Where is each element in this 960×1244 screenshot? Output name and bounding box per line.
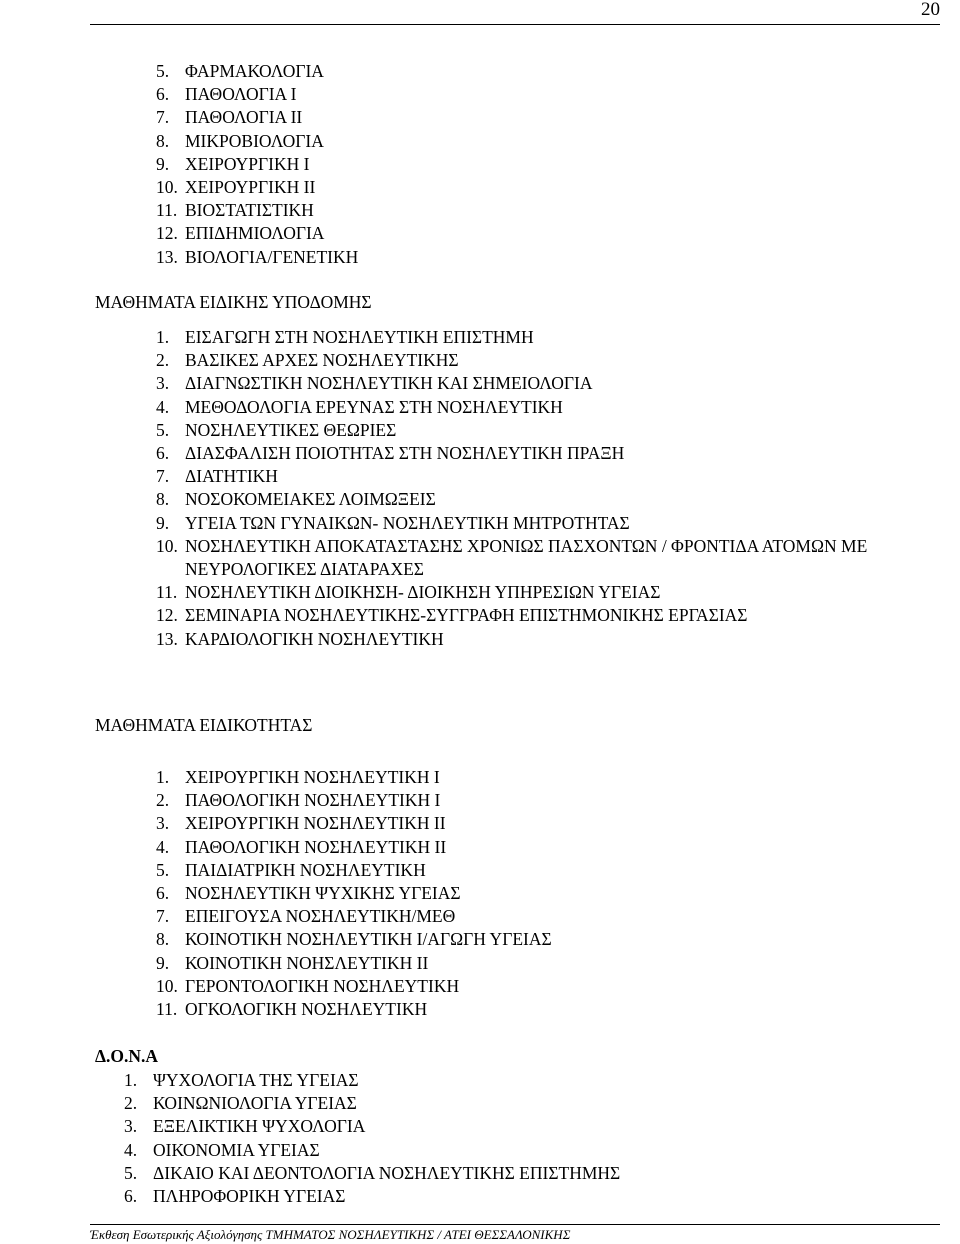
list-item-number: 5. (156, 61, 170, 81)
list-item-number: 6. (156, 883, 170, 904)
list-item-number: 6. (156, 84, 170, 105)
list-item-number: 2. (156, 350, 170, 371)
list-item-text: ΟΓΚΟΛΟΓΙΚΗ ΝΟΣΗΛΕΥΤΙΚΗ (185, 999, 428, 1020)
list-item-number: 9. (156, 153, 170, 174)
list-item-text: ΜΙΚΡΟΒΙΟΛΟΓΙΑ (185, 130, 324, 151)
section-heading-dona: Δ.Ο.Ν.Α (95, 1046, 158, 1066)
list-item-number: 5. (156, 419, 170, 440)
list-item-text: ΔΙΚΑΙΟ ΚΑΙ ΔΕΟΝΤΟΛΟΓΙΑ ΝΟΣΗΛΕΥΤΙΚΗΣ ΕΠΙΣΤΗΜΗΣ (153, 1162, 621, 1183)
list-item-number: 4. (156, 836, 170, 857)
list-item (156, 246, 358, 269)
list-item-text: ΝΟΣΗΛΕΥΤΙΚΕΣ ΘΕΩΡΙΕΣ (185, 419, 397, 440)
course-list-dona (124, 1069, 620, 1208)
list-item-number: 13. (156, 628, 178, 649)
list-item (156, 372, 916, 395)
list-item-text: ΣΕΜΙΝΑΡΙΑ ΝΟΣΗΛΕΥΤΙΚΗΣ-ΣΥΓΓΡΑΦΗ ΕΠΙΣΤΗΜΟΝΙΚΗΣ ΕΡΓΑΣΙΑΣ (185, 605, 748, 626)
list-item (156, 882, 552, 905)
list-item-number: 1. (156, 327, 170, 347)
list-item-number: 6. (156, 443, 170, 464)
list-item-number: 8. (156, 929, 170, 950)
footer-text: Έκθεση Εσωτερικής Αξιολόγησης ΤΜΗΜΑΤΟΣ ΝΟΣΗΛΕΥΤΙΚΗΣ / ΑΤΕΙ ΘΕΣΣΑΛΟΝΙΚΗΣ (90, 1227, 571, 1242)
list-item (156, 535, 916, 581)
list-item-number: 10. (156, 975, 178, 996)
list-item-text: ΨΥΧΟΛΟΓΙΑ ΤΗΣ ΥΓΕΙΑΣ (153, 1070, 359, 1090)
list-item-text: ΠΑΙΔΙΑΤΡΙΚΗ ΝΟΣΗΛΕΥΤΙΚΗ (185, 859, 426, 880)
list-item (156, 465, 916, 488)
list-item (156, 512, 916, 535)
list-item (156, 581, 916, 604)
list-item-text: ΓΕΡΟΝΤΟΛΟΓΙΚΗ ΝΟΣΗΛΕΥΤΙΚΗ (185, 975, 460, 996)
list-item (156, 604, 916, 627)
list-item (156, 222, 358, 245)
list-item (156, 106, 358, 129)
list-item (156, 419, 916, 442)
list-item-number: 2. (156, 790, 170, 811)
list-item-text: ΕΙΣΑΓΩΓΗ ΣΤΗ ΝΟΣΗΛΕΥΤΙΚΗ ΕΠΙΣΤΗΜΗ (185, 327, 534, 347)
list-item (124, 1069, 620, 1092)
list-item-number: 4. (124, 1139, 138, 1160)
footer-rule (90, 1224, 940, 1225)
list-item-number: 12. (156, 605, 178, 626)
list-item-text: ΔΙΑΣΦΑΛΙΣΗ ΠΟΙΟΤΗΤΑΣ ΣΤΗ ΝΟΣΗΛΕΥΤΙΚΗ ΠΡΑΞΗ (185, 443, 625, 464)
list-item-text: ΕΠΙΔΗΜΙΟΛΟΓΙΑ (185, 223, 325, 244)
list-item-text: ΥΓΕΙΑ ΤΩΝ ΓΥΝΑΙΚΩΝ- ΝΟΣΗΛΕΥΤΙΚΗ ΜΗΤΡΟΤΗΤΑΣ (185, 512, 630, 533)
list-item-text: ΟΙΚΟΝΟΜΙΑ ΥΓΕΙΑΣ (153, 1139, 320, 1160)
list-item (156, 952, 552, 975)
list-item-text: ΠΑΘΟΛΟΓΙΑ Ι (185, 84, 297, 105)
list-item-text: ΠΛΗΡΟΦΟΡΙΚΗ ΥΓΕΙΑΣ (153, 1186, 346, 1207)
list-item (156, 199, 358, 222)
list-item (156, 488, 916, 511)
list-item (156, 928, 552, 951)
list-item (156, 442, 916, 465)
list-item-number: 2. (124, 1093, 138, 1114)
list-item-text: ΜΕΘΟΔΟΛΟΓΙΑ ΕΡΕΥΝΑΣ ΣΤΗ ΝΟΣΗΛΕΥΤΙΚΗ (185, 396, 563, 417)
list-item-text: ΠΑΘΟΛΟΓΙΚΗ ΝΟΣΗΛΕΥΤΙΚΗ ΙΙ (185, 836, 447, 857)
list-item (156, 628, 916, 651)
list-item (124, 1115, 620, 1138)
list-item (156, 859, 552, 882)
list-item-text: ΝΟΣΗΛΕΥΤΙΚΗ ΨΥΧΙΚΗΣ ΥΓΕΙΑΣ (185, 883, 461, 904)
list-item-number: 12. (156, 223, 178, 244)
list-item (124, 1185, 620, 1208)
list-item-number: 9. (156, 512, 170, 533)
list-item-number: 8. (156, 130, 170, 151)
section-heading-specialty: ΜΑΘΗΜΑΤΑ ΕΙΔΙΚΟΤΗΤΑΣ (95, 715, 313, 735)
list-item-text: ΝΟΣΗΛΕΥΤΙΚΗ ΔΙΟΙΚΗΣΗ- ΔΙΟΙΚΗΣΗ ΥΠΗΡΕΣΙΩΝ ΥΓΕΙΑΣ (185, 582, 661, 603)
page-number: 20 (921, 0, 940, 20)
list-item (156, 812, 552, 835)
list-item-number: 7. (156, 906, 170, 927)
list-item-text: ΦΑΡΜΑΚΟΛΟΓΙΑ (185, 61, 324, 81)
header-rule (90, 24, 940, 25)
list-item-text: ΝΟΣΗΛΕΥΤΙΚΗ ΑΠΟΚΑΤΑΣΤΑΣΗΣ ΧΡΟΝΙΩΣ ΠΑΣΧΟΝΤΩΝ / ΦΡΟΝΤΙΔΑ ΑΤΟΜΩΝ ΜΕ ΝΕΥΡΟΛΟΓΙΚΕΣ ΔΙΑΤΑΡΑΧΕΣ (185, 535, 868, 580)
list-item (156, 396, 916, 419)
list-item-number: 3. (124, 1116, 138, 1137)
list-item (156, 905, 552, 928)
list-item-text: ΚΑΡΔΙΟΛΟΓΙΚΗ ΝΟΣΗΛΕΥΤΙΚΗ (185, 628, 444, 649)
list-item (156, 326, 916, 349)
list-item-number: 3. (156, 813, 170, 834)
list-item (124, 1162, 620, 1185)
list-item-number: 10. (156, 177, 178, 198)
list-item-number: 10. (156, 535, 178, 556)
list-item-number: 1. (156, 767, 170, 787)
course-list-general (156, 60, 358, 269)
list-item (124, 1092, 620, 1115)
list-item (156, 766, 552, 789)
list-item-text: ΚΟΙΝΩΝΙΟΛΟΓΙΑ ΥΓΕΙΑΣ (153, 1093, 357, 1114)
list-item-number: 3. (156, 373, 170, 394)
list-item (156, 130, 358, 153)
list-item-text: ΚΟΙΝΟΤΙΚΗ ΝΟΗΣΛΕΥΤΙΚΗ ΙΙ (185, 952, 429, 973)
list-item (156, 153, 358, 176)
list-item-number: 9. (156, 952, 170, 973)
list-item (156, 349, 916, 372)
list-item-text: ΚΟΙΝΟΤΙΚΗ ΝΟΣΗΛΕΥΤΙΚΗ Ι/ΑΓΩΓΗ ΥΓΕΙΑΣ (185, 929, 552, 950)
course-list-specialty (156, 766, 552, 1021)
list-item-text: ΝΟΣΟΚΟΜΕΙΑΚΕΣ ΛΟΙΜΩΞΕΙΣ (185, 489, 436, 510)
list-item-text: ΔΙΑΓΝΩΣΤΙΚΗ ΝΟΣΗΛΕΥΤΙΚΗ ΚΑΙ ΣΗΜΕΙΟΛΟΓΙΑ (185, 373, 593, 394)
list-item (124, 1139, 620, 1162)
list-item-text: ΒΙΟΛΟΓΙΑ/ΓΕΝΕΤΙΚΗ (185, 246, 359, 267)
list-item-number: 11. (156, 582, 178, 603)
list-item-text: ΔΙΑΤΗΤΙΚΗ (185, 466, 278, 487)
list-item-text: ΧΕΙΡΟΥΡΓΙΚΗ ΙΙ (185, 177, 316, 198)
list-item-text: ΧΕΙΡΟΥΡΓΙΚΗ ΝΟΣΗΛΕΥΤΙΚΗ ΙΙ (185, 813, 446, 834)
list-item (156, 176, 358, 199)
list-item-text: ΕΞΕΛΙΚΤΙΚΗ ΨΥΧΟΛΟΓΙΑ (153, 1116, 366, 1137)
list-item (156, 789, 552, 812)
section-heading-special-infrastructure: ΜΑΘΗΜΑΤΑ ΕΙΔΙΚΗΣ ΥΠΟΔΟΜΗΣ (95, 292, 372, 312)
list-item-number: 11. (156, 999, 178, 1020)
list-item-number: 4. (156, 396, 170, 417)
list-item-number: 5. (124, 1162, 138, 1183)
list-item-number: 6. (124, 1186, 138, 1207)
list-item (156, 60, 358, 83)
list-item-text: ΕΠΕΙΓΟΥΣΑ ΝΟΣΗΛΕΥΤΙΚΗ/ΜΕΘ (185, 906, 456, 927)
list-item-text: ΧΕΙΡΟΥΡΓΙΚΗ ΝΟΣΗΛΕΥΤΙΚΗ Ι (185, 767, 440, 787)
list-item-text: ΧΕΙΡΟΥΡΓΙΚΗ Ι (185, 153, 310, 174)
list-item-text: ΒΙΟΣΤΑΤΙΣΤΙΚΗ (185, 200, 314, 221)
list-item (156, 83, 358, 106)
list-item-text: ΠΑΘΟΛΟΓΙΚΗ ΝΟΣΗΛΕΥΤΙΚΗ Ι (185, 790, 441, 811)
list-item (156, 998, 552, 1021)
course-list-special-infrastructure (156, 326, 916, 651)
list-item-number: 5. (156, 859, 170, 880)
list-item-number: 1. (124, 1070, 138, 1090)
list-item-number: 8. (156, 489, 170, 510)
list-item-number: 7. (156, 466, 170, 487)
list-item-number: 13. (156, 246, 178, 267)
list-item-text: ΠΑΘΟΛΟΓΙΑ ΙΙ (185, 107, 303, 128)
list-item-number: 7. (156, 107, 170, 128)
list-item-number: 11. (156, 200, 178, 221)
list-item-text: ΒΑΣΙΚΕΣ ΑΡΧΕΣ ΝΟΣΗΛΕΥΤΙΚΗΣ (185, 350, 459, 371)
list-item (156, 836, 552, 859)
list-item (156, 975, 552, 998)
